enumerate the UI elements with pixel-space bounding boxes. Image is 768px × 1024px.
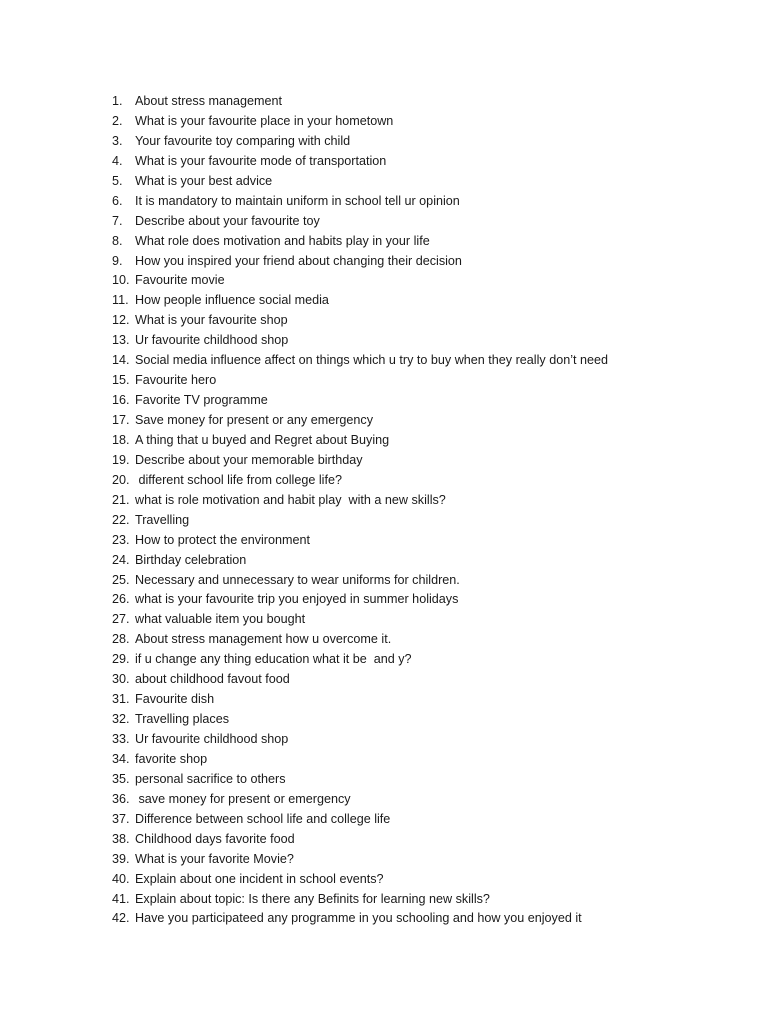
list-item (112, 192, 742, 212)
list-item (112, 730, 742, 750)
list-item (112, 152, 742, 172)
list-item-number: 29. (112, 652, 130, 667)
list-item (112, 132, 742, 152)
list-item (112, 471, 742, 491)
list-item-text: How people influence social media (135, 293, 329, 308)
list-item-number: 30. (112, 672, 130, 687)
list-item-text: What is your favourite shop (135, 313, 288, 328)
list-item (112, 670, 742, 690)
list-item (112, 770, 742, 790)
list-item (112, 391, 742, 411)
list-item-text: Favourite movie (135, 273, 225, 288)
list-item (112, 431, 742, 451)
list-item-text: about childhood favout food (135, 672, 290, 687)
list-item-number: 20. (112, 472, 130, 487)
list-item-text: what is role motivation and habit play with a new skills? (135, 492, 446, 507)
list-item-number: 40. (112, 871, 130, 886)
list-item-text: Explain about topic: Is there any Befinits for learning new skills? (135, 891, 490, 906)
list-item (112, 451, 742, 471)
list-item-number: 3. (112, 133, 123, 148)
list-item (112, 890, 742, 910)
list-item (112, 750, 742, 770)
list-item-text: Have you participateed any programme in you schooling and how you enjoyed it (135, 911, 582, 926)
list-item-number: 15. (112, 373, 130, 388)
list-item-text: What role does motivation and habits play in your life (135, 233, 430, 248)
list-item (112, 590, 742, 610)
list-item-text: different school life from college life? (135, 472, 342, 487)
list-item-text: What is your favourite mode of transportation (135, 153, 387, 168)
list-item-number: 27. (112, 612, 130, 627)
list-item-number: 26. (112, 592, 130, 607)
list-item-number: 32. (112, 712, 130, 727)
list-item (112, 351, 742, 371)
list-item-text: Difference between school life and college life (135, 811, 391, 826)
list-item-number: 41. (112, 891, 130, 906)
list-item-text: Travelling places (135, 712, 230, 727)
list-item-text: Describe about your memorable birthday (135, 452, 363, 467)
list-item (112, 271, 742, 291)
list-item-number: 28. (112, 632, 130, 647)
list-item-text: Explain about one incident in school events? (135, 871, 384, 886)
list-item (112, 830, 742, 850)
list-item-number: 1. (112, 94, 123, 108)
list-item (112, 810, 742, 830)
list-item (112, 630, 742, 650)
list-item-text: Birthday celebration (135, 552, 247, 567)
list-item-number: 8. (112, 233, 123, 248)
list-item (112, 252, 742, 272)
list-item-number: 13. (112, 333, 130, 348)
list-item-text: Ur favourite childhood shop (135, 333, 289, 348)
list-item-text: save money for present or emergency (135, 791, 351, 806)
list-item (112, 291, 742, 311)
list-item (112, 371, 742, 391)
list-item-text: A thing that u buyed and Regret about Buying (135, 432, 390, 447)
list-item (112, 232, 742, 252)
list-item (112, 551, 742, 571)
list-item (112, 909, 742, 929)
list-item (112, 710, 742, 730)
list-item (112, 212, 742, 232)
list-item-text: Your favourite toy comparing with child (135, 133, 351, 148)
list-item (112, 610, 742, 630)
list-item (112, 331, 742, 351)
list-item-text: How you inspired your friend about changing their decision (135, 253, 462, 268)
list-item (112, 112, 742, 132)
list-item-text: What is your favourite place in your hometown (135, 113, 394, 128)
list-item (112, 491, 742, 511)
list-item (112, 790, 742, 810)
list-item (112, 511, 742, 531)
list-item-number: 39. (112, 851, 130, 866)
list-item-number: 33. (112, 732, 130, 746)
list-item-number: 5. (112, 173, 123, 188)
list-item-text: Describe about your favourite toy (135, 213, 320, 228)
list-item-number: 36. (112, 791, 130, 806)
list-item-text: Social media influence affect on things which u try to buy when they really don’t need (135, 353, 609, 368)
list-item (112, 690, 742, 710)
list-item-number: 2. (112, 113, 123, 128)
list-item-text: It is mandatory to maintain uniform in school tell ur opinion (135, 193, 460, 208)
list-item (112, 411, 742, 431)
list-item-number: 4. (112, 153, 123, 168)
list-item-number: 7. (112, 213, 123, 228)
list-item-text: favorite shop (135, 751, 208, 766)
list-item-number: 38. (112, 831, 130, 846)
list-item-text: personal sacrifice to others (135, 771, 286, 786)
list-item (112, 531, 742, 551)
list-item-text: About stress management (135, 94, 283, 108)
list-item-number: 10. (112, 273, 130, 288)
list-item-number: 9. (112, 253, 123, 268)
list-item-text: Childhood days favorite food (135, 831, 295, 846)
list-item (112, 92, 742, 112)
list-item-text: Travelling (135, 512, 190, 527)
list-item (112, 650, 742, 670)
list-item (112, 870, 742, 890)
list-item-text: what valuable item you bought (135, 612, 306, 627)
list-item-text: How to protect the environment (135, 532, 311, 547)
topic-list (112, 92, 742, 929)
list-item-number: 25. (112, 572, 130, 587)
list-item-number: 23. (112, 532, 130, 547)
list-item-text: What is your best advice (135, 173, 273, 188)
list-item (112, 311, 742, 331)
list-item-text: Favourite dish (135, 692, 215, 707)
list-item-text: Save money for present or any emergency (135, 413, 374, 427)
list-item-text: Favorite TV programme (135, 393, 268, 408)
list-item-number: 35. (112, 771, 130, 786)
list-item-number: 34. (112, 751, 130, 766)
list-item (112, 571, 742, 591)
list-item-text: Favourite hero (135, 373, 217, 388)
list-item-text: Necessary and unnecessary to wear uniforms for children. (135, 572, 460, 587)
list-item-number: 19. (112, 452, 130, 467)
list-item-text: Ur favourite childhood shop (135, 732, 289, 746)
list-item (112, 850, 742, 870)
list-item-text: About stress management how u overcome it. (135, 632, 392, 647)
list-item-number: 42. (112, 911, 130, 926)
list-item-text: what is your favourite trip you enjoyed in summer holidays (135, 592, 459, 607)
list-item (112, 172, 742, 192)
list-item-number: 21. (112, 492, 130, 507)
list-item-number: 16. (112, 393, 130, 408)
list-item-number: 6. (112, 193, 123, 208)
list-item-number: 31. (112, 692, 130, 707)
list-item-number: 22. (112, 512, 130, 527)
list-item-text: if u change any thing education what it be and y? (135, 652, 412, 667)
list-item-number: 14. (112, 353, 130, 368)
list-item-number: 37. (112, 811, 130, 826)
list-item-number: 11. (112, 293, 129, 308)
list-item-number: 17. (112, 413, 130, 427)
list-item-text: What is your favorite Movie? (135, 851, 294, 866)
list-item-number: 18. (112, 432, 130, 447)
list-item-number: 24. (112, 552, 130, 567)
list-item-number: 12. (112, 313, 130, 328)
